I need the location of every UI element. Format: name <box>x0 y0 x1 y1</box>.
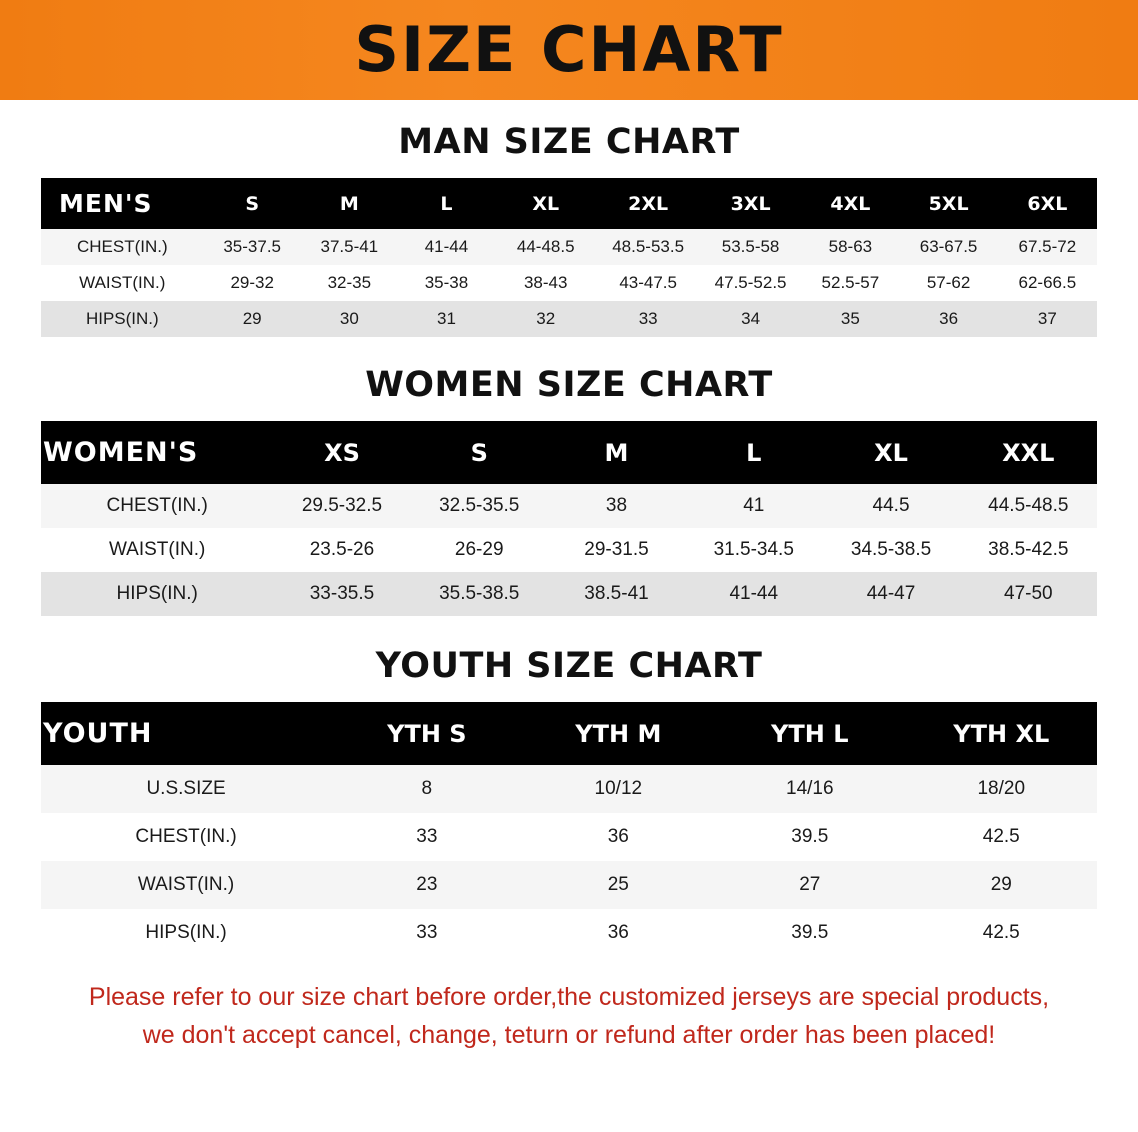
youth-cell: 36 <box>523 813 714 861</box>
women-cell: 35.5-38.5 <box>411 572 548 616</box>
women-cell: 29-31.5 <box>548 528 685 572</box>
women-cell: 41-44 <box>685 572 822 616</box>
women-cell: 38.5-41 <box>548 572 685 616</box>
men-cell: 35 <box>801 301 899 337</box>
men-cell: 36 <box>899 301 997 337</box>
women-header-cell: XL <box>874 438 908 467</box>
note-line-1: Please refer to our size chart before order,the customized jerseys are special products, <box>88 983 1050 1011</box>
men-header-cell: 3XL <box>730 192 771 215</box>
men-cell: 48.5-53.5 <box>596 229 699 265</box>
youth-cell: 33 <box>331 813 522 861</box>
men-cell: 53.5-58 <box>700 229 801 265</box>
youth-cell: 25 <box>523 861 714 909</box>
women-cell: 29.5-32.5 <box>273 484 410 528</box>
youth-header-cell: YTH XL <box>953 719 1050 748</box>
men-cell: 67.5-72 <box>998 229 1097 265</box>
men-cell: 32 <box>495 301 596 337</box>
men-cell: 30 <box>301 301 398 337</box>
table-row <box>41 861 1097 909</box>
men-cell: 37.5-41 <box>301 229 398 265</box>
women-header-row <box>41 421 1097 484</box>
youth-cell: 29 <box>906 861 1097 909</box>
men-row-label: CHEST(IN.) <box>41 229 204 265</box>
women-cell: 38.5-42.5 <box>960 528 1097 572</box>
women-cell: 38 <box>548 484 685 528</box>
women-cell: 32.5-35.5 <box>411 484 548 528</box>
women-cell: 47-50 <box>960 572 1097 616</box>
youth-header-cell: YOUTH <box>43 718 153 749</box>
men-cell: 35-38 <box>398 265 495 301</box>
youth-cell: 33 <box>331 909 522 957</box>
youth-row-label: U.S.SIZE <box>41 765 331 813</box>
youth-row-label: CHEST(IN.) <box>41 813 331 861</box>
men-size-table <box>41 178 1097 337</box>
men-cell: 43-47.5 <box>596 265 699 301</box>
men-header-cell: M <box>339 192 359 215</box>
table-row <box>41 229 1097 265</box>
youth-cell: 42.5 <box>906 909 1097 957</box>
men-cell: 44-48.5 <box>495 229 596 265</box>
men-cell: 38-43 <box>495 265 596 301</box>
youth-cell: 42.5 <box>906 813 1097 861</box>
youth-header-cell: YTH S <box>387 719 467 748</box>
women-cell: 44.5 <box>822 484 959 528</box>
youth-header-row <box>41 702 1097 765</box>
men-header-row <box>41 178 1097 229</box>
men-cell: 41-44 <box>398 229 495 265</box>
table-row <box>41 265 1097 301</box>
page-title: SIZE CHART <box>354 13 784 86</box>
youth-cell: 27 <box>714 861 905 909</box>
youth-cell: 14/16 <box>714 765 905 813</box>
table-row <box>41 909 1097 957</box>
women-header-cell: XXL <box>1002 438 1055 467</box>
women-cell: 44.5-48.5 <box>960 484 1097 528</box>
note-line-2: we don't accept cancel, change, teturn or refund after order has been placed! <box>142 1020 996 1049</box>
men-header-cell: 6XL <box>1027 192 1068 215</box>
table-row <box>41 765 1097 813</box>
men-cell: 29 <box>204 301 301 337</box>
table-row <box>41 528 1097 572</box>
youth-cell: 18/20 <box>906 765 1097 813</box>
men-cell: 32-35 <box>301 265 398 301</box>
men-cell: 35-37.5 <box>204 229 301 265</box>
men-cell: 31 <box>398 301 495 337</box>
youth-cell: 23 <box>331 861 522 909</box>
men-cell: 37 <box>998 301 1097 337</box>
table-row <box>41 572 1097 616</box>
women-header-cell: S <box>470 438 488 467</box>
women-size-table <box>41 421 1097 616</box>
youth-header-cell: YTH M <box>575 719 662 748</box>
youth-row-label: WAIST(IN.) <box>41 861 331 909</box>
youth-row-label: HIPS(IN.) <box>41 909 331 957</box>
youth-cell: 10/12 <box>523 765 714 813</box>
men-cell: 52.5-57 <box>801 265 899 301</box>
table-row <box>41 301 1097 337</box>
table-row <box>41 813 1097 861</box>
men-header-cell: L <box>440 192 453 215</box>
men-row-label: HIPS(IN.) <box>41 301 204 337</box>
youth-section-heading: YOUTH SIZE CHART <box>375 646 763 686</box>
table-row <box>41 484 1097 528</box>
men-cell: 34 <box>700 301 801 337</box>
men-header-cell: MEN'S <box>59 189 153 218</box>
women-header-cell: XS <box>324 438 360 467</box>
men-cell: 33 <box>596 301 699 337</box>
youth-cell: 8 <box>331 765 522 813</box>
women-row-label: CHEST(IN.) <box>41 484 273 528</box>
women-header-cell: WOMEN'S <box>43 437 199 468</box>
men-cell: 62-66.5 <box>998 265 1097 301</box>
men-cell: 47.5-52.5 <box>700 265 801 301</box>
women-row-label: WAIST(IN.) <box>41 528 273 572</box>
youth-header-cell: YTH L <box>771 719 849 748</box>
youth-cell: 39.5 <box>714 909 905 957</box>
men-header-cell: XL <box>532 192 560 215</box>
women-cell: 33-35.5 <box>273 572 410 616</box>
man-section-heading: MAN SIZE CHART <box>398 122 740 162</box>
men-cell: 57-62 <box>899 265 997 301</box>
women-section-heading: WOMEN SIZE CHART <box>365 365 773 405</box>
banner <box>0 0 1138 100</box>
men-header-cell: 5XL <box>928 192 969 215</box>
men-header-cell: 2XL <box>628 192 669 215</box>
women-cell: 44-47 <box>822 572 959 616</box>
women-header-cell: L <box>746 438 762 467</box>
women-cell: 31.5-34.5 <box>685 528 822 572</box>
youth-cell: 36 <box>523 909 714 957</box>
women-cell: 23.5-26 <box>273 528 410 572</box>
men-header-cell: 4XL <box>830 192 871 215</box>
women-header-cell: M <box>604 438 629 467</box>
women-row-label: HIPS(IN.) <box>41 572 273 616</box>
women-cell: 26-29 <box>411 528 548 572</box>
order-policy-note <box>39 979 1099 1054</box>
men-cell: 58-63 <box>801 229 899 265</box>
men-row-label: WAIST(IN.) <box>41 265 204 301</box>
men-cell: 63-67.5 <box>899 229 997 265</box>
youth-size-table <box>41 702 1097 957</box>
women-cell: 41 <box>685 484 822 528</box>
youth-cell: 39.5 <box>714 813 905 861</box>
women-cell: 34.5-38.5 <box>822 528 959 572</box>
men-cell: 29-32 <box>204 265 301 301</box>
men-header-cell: S <box>245 192 260 215</box>
